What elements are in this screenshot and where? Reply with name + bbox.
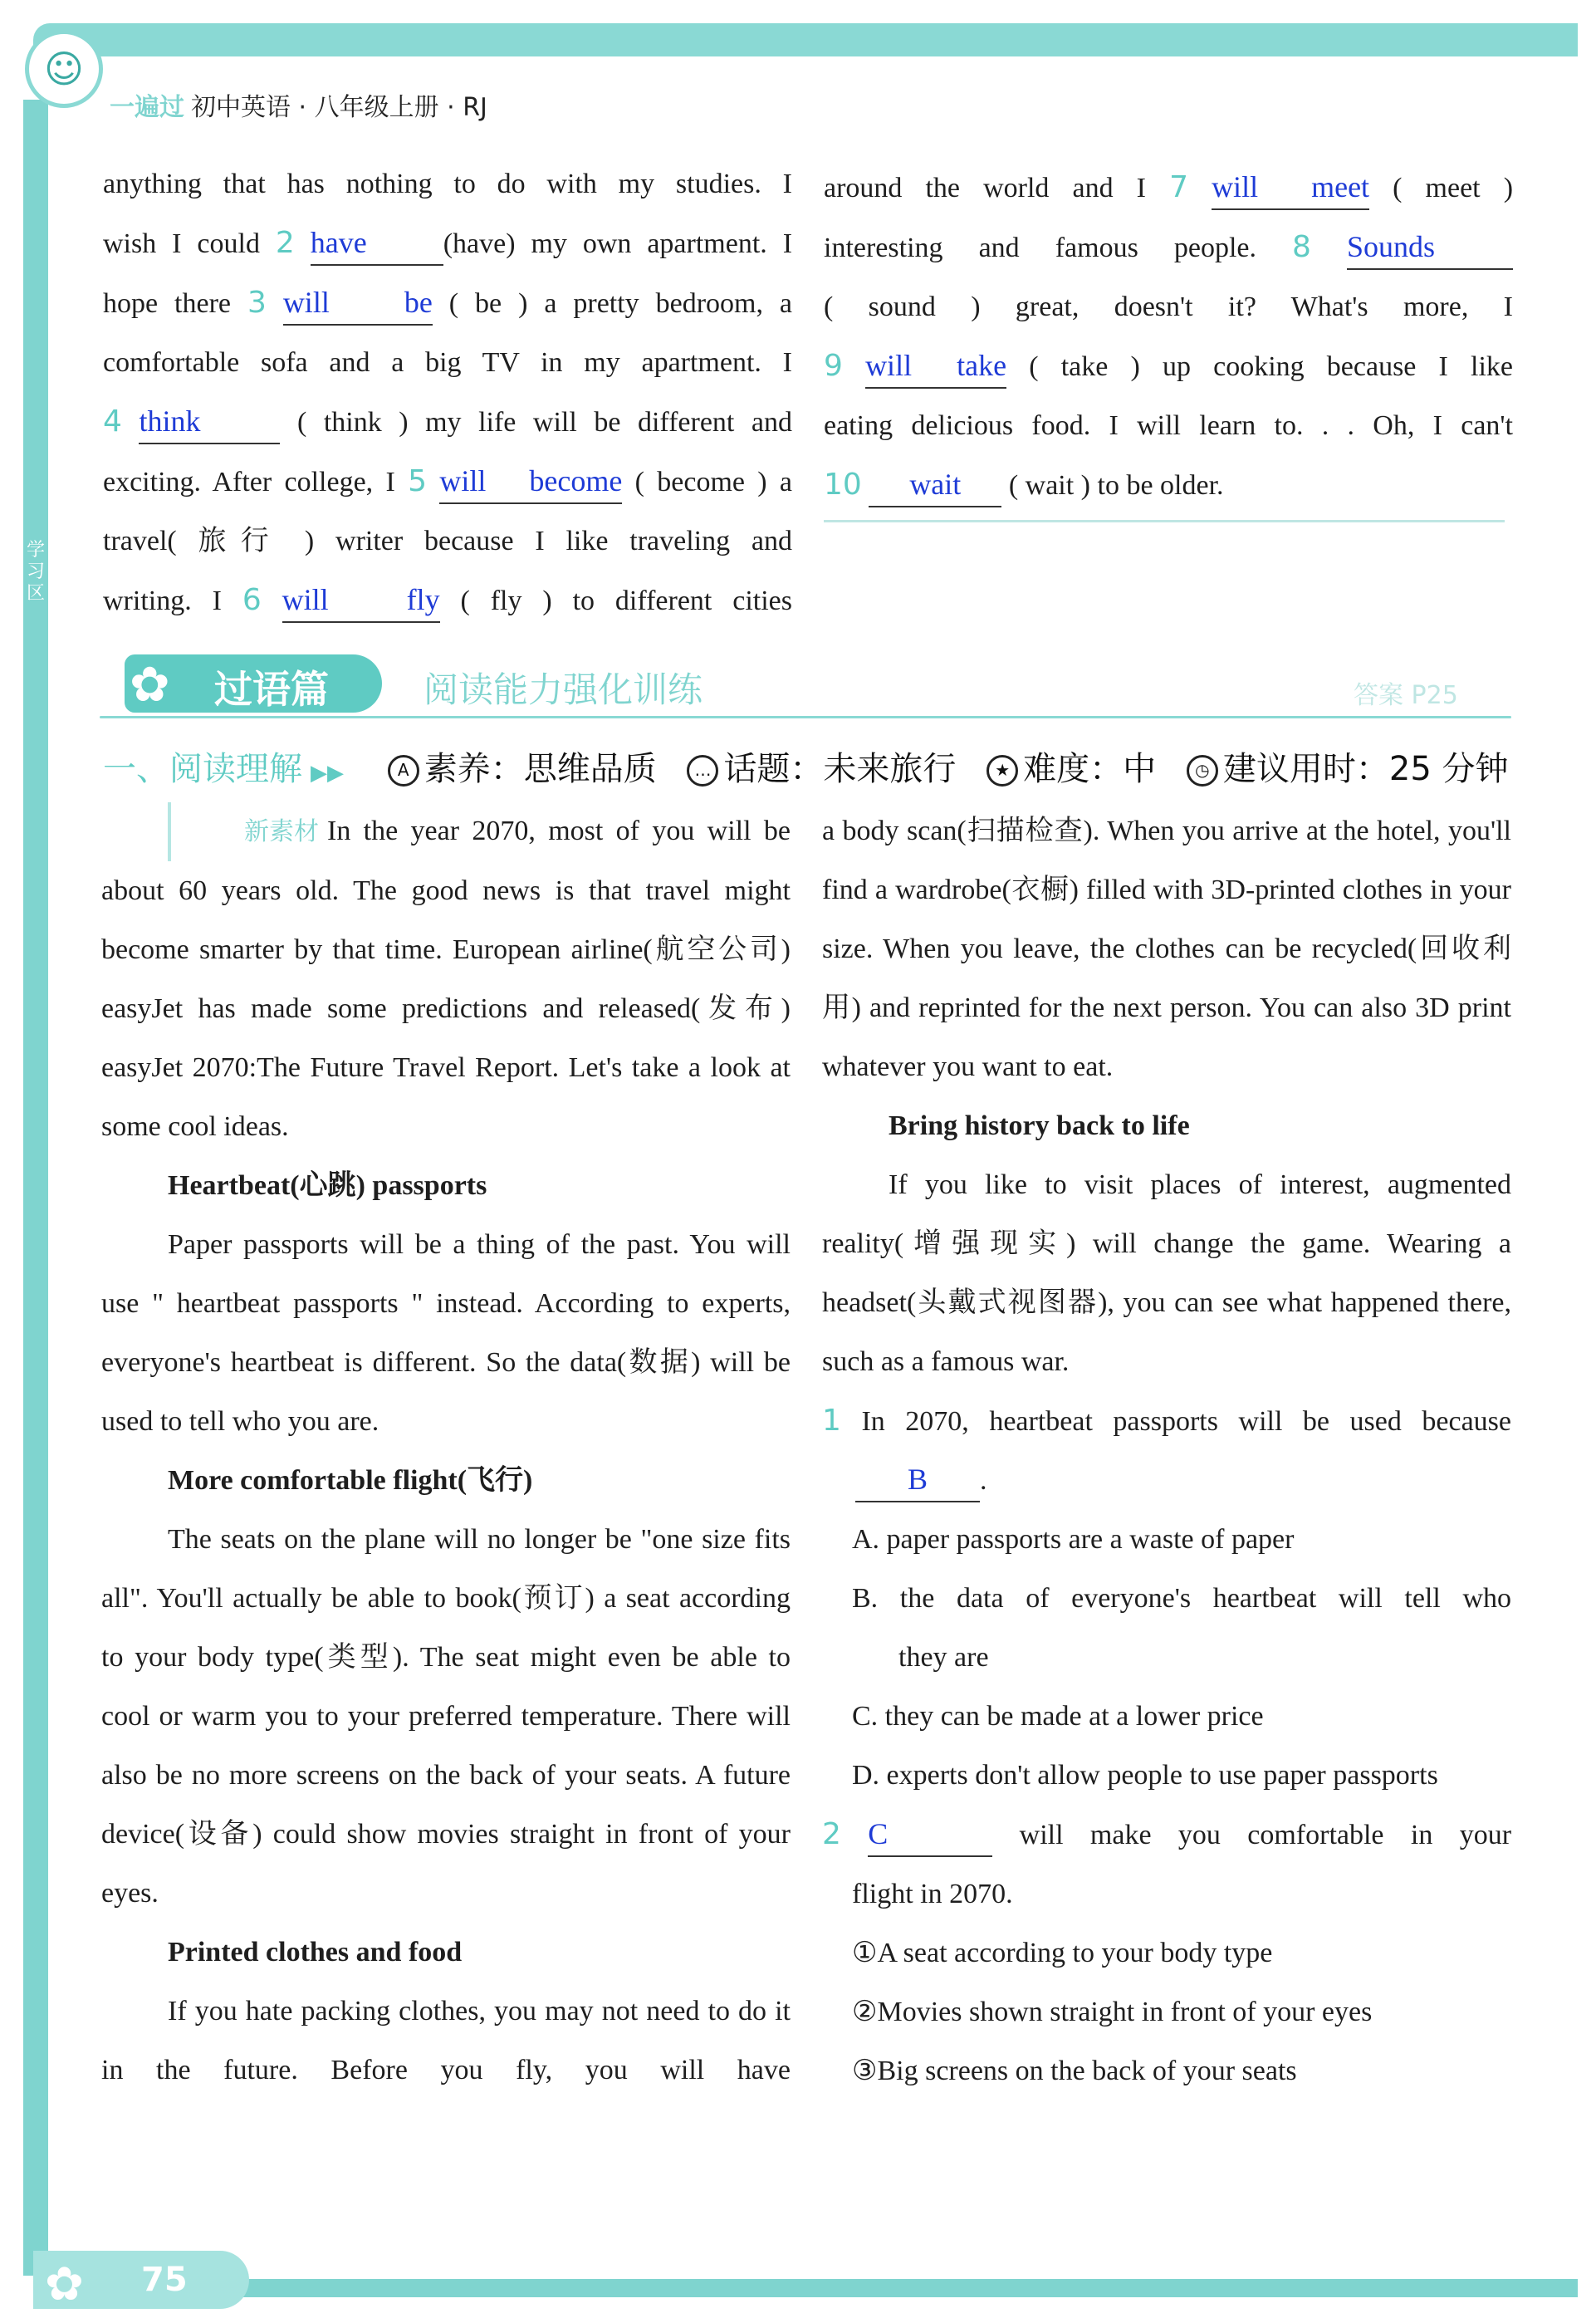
- question-2: [822, 1805, 1511, 2100]
- passage-left-column: [101, 801, 791, 2100]
- answer-blank-q1[interactable]: B: [855, 1458, 980, 1502]
- question-1: 1 In 2070, heartbeat passports will be used because B . A. paper passports are a waste of paper B. the data of everyone's heartbeat will tell who they are C. they can be made at a lower price D. experts don't allow people to use paper passports: [822, 1391, 1511, 1805]
- quality-item: A 素养：思维品质: [388, 750, 657, 788]
- banner-underline: [100, 716, 1511, 718]
- quality-icon: A: [388, 755, 419, 787]
- flower-icon: ✿: [45, 2257, 84, 2311]
- star-icon: ★: [986, 755, 1018, 787]
- chat-icon: …: [687, 755, 718, 787]
- text-line: 10 wait ( wait ) to be older.: [824, 455, 1513, 515]
- option-a[interactable]: A. paper passports are a waste of paper: [852, 1524, 1295, 1555]
- question-stem: In 2070, heartbeat passports will be used because: [861, 1406, 1511, 1437]
- divider-line: [824, 520, 1505, 522]
- text-line: writing. I 6 will fly ( fly ) to different cities: [103, 571, 792, 630]
- side-label: 学习区: [26, 540, 45, 604]
- answer-blank-4[interactable]: think: [139, 399, 280, 444]
- top-band: [33, 23, 1578, 56]
- fill-in-left-column: [103, 154, 792, 630]
- mascot-icon: ✿: [130, 656, 170, 713]
- option-3[interactable]: ③Big screens on the back of your seats: [852, 2056, 1297, 2086]
- section-header: [103, 742, 1509, 790]
- paragraph-history: If you like to visit places of interest, augmented reality(增强现实) will change the game. Wearing a headset(头戴式视图器), you can see what happened there, such as a famous war.: [822, 1169, 1511, 1377]
- mascot-icon: ☺: [25, 30, 103, 108]
- option-2[interactable]: ②Movies shown straight in front of your eyes: [852, 1997, 1373, 2027]
- answer-blank-3[interactable]: will be: [283, 281, 433, 326]
- subheading-history: Bring history back to life: [889, 1110, 1190, 1141]
- text-line: anything that has nothing to do with my studies. I: [103, 169, 792, 199]
- text-line: 4 think ( think ) my life will be different and: [103, 392, 792, 452]
- paragraph-flight: The seats on the plane will no longer be "one size fits all". You'll actually be able to book(预订) a seat according to your body type(类型). The seat might even be able to cool or warm you to your preferred temperature. There will also be no more screens on the back of your seats. A future device(设备) could show movies straight in front of your eyes.: [101, 1524, 791, 1909]
- difficulty-item: ★ 难度：中: [986, 750, 1156, 788]
- option-b-cont: they are: [898, 1642, 989, 1673]
- answer-blank-8[interactable]: Sounds: [1347, 225, 1513, 270]
- new-material-tag: 新素材: [168, 802, 319, 861]
- book-title: 初中英语 · 八年级上册 · RJ: [191, 93, 487, 122]
- text-line: 9 will take ( take ) up cooking because I like: [824, 336, 1513, 396]
- text-line: hope there 3 will be ( be ) a pretty bedroom, a: [103, 273, 792, 333]
- text-line: around the world and I 7 will meet ( meet ): [824, 158, 1513, 218]
- answer-blank-5[interactable]: will become: [439, 459, 622, 504]
- arrow-icon: ▶▶: [311, 761, 344, 786]
- page-header: [110, 86, 487, 123]
- question-number: 1: [822, 1404, 841, 1438]
- page-number: 75: [141, 2261, 188, 2299]
- text-line: comfortable sofa and a big TV in my apartment. I: [103, 347, 792, 378]
- banner-subtitle: 阅读能力强化训练: [423, 669, 703, 710]
- answer-blank-q2[interactable]: C: [868, 1812, 992, 1857]
- clock-icon: ◷: [1187, 755, 1218, 787]
- answer-blank-10[interactable]: wait: [869, 463, 1001, 507]
- answer-blank-2[interactable]: have: [311, 221, 443, 266]
- left-band: [23, 100, 48, 2276]
- text-line: ( sound ) great, doesn't it? What's more, I: [824, 292, 1513, 322]
- subheading-heartbeat: Heartbeat(心跳) passports: [168, 1170, 487, 1201]
- option-d[interactable]: D. experts don't allow people to use paper passports: [852, 1760, 1438, 1791]
- brand-logo: 一遍过: [110, 93, 184, 122]
- banner-title: 过语篇: [214, 667, 329, 712]
- text-line: interesting and famous people. 8 Sounds: [824, 218, 1513, 277]
- text-line: eating delicious food. I will learn to. . . Oh, I can't: [824, 410, 1513, 441]
- question-number: 2: [822, 1817, 841, 1851]
- text-line: exciting. After college, I 5 will become ( become ) a: [103, 452, 792, 512]
- section-label: 一、阅读理解: [103, 750, 302, 788]
- option-1[interactable]: ①A seat according to your body type: [852, 1938, 1273, 1968]
- paragraph-printed-b: a body scan(扫描检查). When you arrive at the hotel, you'll find a wardrobe(衣橱) filled with 3D-printed clothes in your size. When you leave, the clothes can be recycled(回收利用) and reprinted for the next person. You can also 3D print whatever you want to eat.: [822, 816, 1511, 1082]
- answer-blank-6[interactable]: will fly: [282, 578, 440, 623]
- subheading-printed: Printed clothes and food: [168, 1937, 463, 1968]
- bottom-band: [91, 2279, 1578, 2297]
- option-c[interactable]: C. they can be made at a lower price: [852, 1701, 1264, 1732]
- time-item: ◷ 建议用时：25 分钟: [1187, 750, 1509, 788]
- question-stem: will make you comfortable in your: [1019, 1820, 1512, 1850]
- question-stem-cont: flight in 2070.: [852, 1879, 1013, 1909]
- answer-blank-9[interactable]: will take: [865, 344, 1006, 389]
- answer-reference: 答案 P25: [1354, 681, 1458, 710]
- paragraph-heartbeat: Paper passports will be a thing of the past. You will use " heartbeat passports " instead. According to experts, everyone's heartbeat is different. So the data(数据) will be used to tell who you are.: [101, 1229, 791, 1437]
- subheading-flight: More comfortable flight(飞行): [168, 1465, 533, 1496]
- passage-right-column: [822, 801, 1511, 2100]
- answer-blank-7[interactable]: will meet: [1212, 165, 1369, 210]
- paragraph-printed-a: If you hate packing clothes, you may not need to do it in the future. Before you fly, you will have: [101, 1996, 791, 2085]
- topic-item: … 话题：未来旅行: [687, 750, 956, 788]
- fill-in-right-column: [824, 158, 1513, 515]
- text-line: wish I could 2 have (have) my own apartment. I: [103, 213, 792, 273]
- option-b[interactable]: B. the data of everyone's heartbeat will tell who: [852, 1583, 1511, 1614]
- text-line: travel( 旅行 ) writer because I like traveling and: [103, 526, 792, 556]
- passage-intro: 新素材 In the year 2070, most of you will be about 60 years old. The good news is that travel might become smarter by that time. European airline(航空公司) easyJet has made some predictions and released(发布) easyJet 2070:The Future Travel Report. Let's take a look at some cool ideas.: [101, 801, 791, 1156]
